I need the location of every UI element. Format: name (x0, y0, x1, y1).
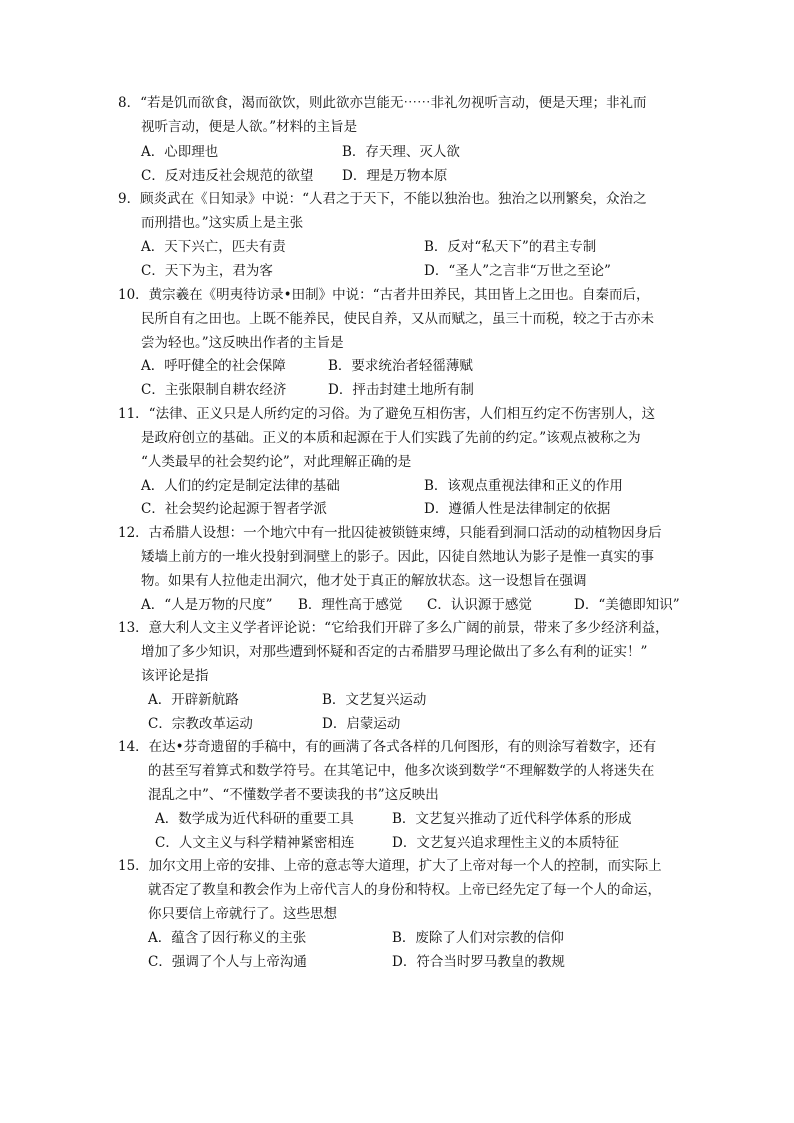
question-14-stem-line-3: 混乱之中”、“不懂数学者不要读我的书”这反映出 (148, 787, 439, 803)
question-11-stem-line-1: 11．“法律、正义只是人所约定的习俗。为了避免互相伤害，人们相互约定不伤害别人，这 (118, 406, 656, 422)
question-14-option-c: C．人文主义与科学精神紧密相连 (155, 835, 355, 851)
question-11-option-c: C．社会契约论起源于智者学派 (141, 501, 327, 517)
question-13-option-d: D．启蒙运动 (322, 716, 401, 732)
question-14-option-b: B．文艺复兴推动了近代科学体系的形成 (392, 811, 632, 827)
question-9-option-c: C．天下为主，君为客 (141, 263, 273, 279)
question-11-option-a: A．人们的约定是制定法律的基础 (141, 478, 340, 494)
question-13-stem-line-1: 13．意大利人文主义学者评论说：“它给我们开辟了多么广阔的前景，带来了多少经济利益， (118, 620, 669, 636)
question-10-stem-line-3: 尝为轻也。”这反映出作者的主旨是 (141, 335, 344, 351)
question-15-stem-line-3: 你只要信上帝就行了。这些思想 (148, 906, 337, 922)
question-13-option-c: C．宗教改革运动 (148, 716, 253, 732)
question-15-option-a: A．蕴含了因行称义的主张 (148, 930, 307, 946)
question-10-option-c: C．主张限制自耕农经济 (141, 382, 287, 398)
question-12-option-b: B．理性高于感觉 (298, 597, 403, 613)
question-12-stem-line-3: 物。如果有人拉他走出洞穴，他才处于真正的解放状态。这一设想旨在强调 (141, 573, 587, 589)
question-10-stem-line-2: 民所自有之田也。上既不能养民，使民自养，又从而赋之，虽三十而税，较之于古亦未 (141, 311, 654, 327)
question-15-stem-line-1: 15．加尔文用上帝的安排、上帝的意志等大道理，扩大了上帝对每一个人的控制，而实际上 (118, 858, 662, 874)
question-14-option-a: A．数学成为近代科研的重要工具 (155, 811, 354, 827)
question-11-stem-line-2: 是政府创立的基础。正义的本质和起源在于人们实践了先前的约定。”该观点被称之为 (141, 430, 641, 446)
question-9-stem-line-1: 9．顾炎武在《日知录》中说：“人君之于天下，不能以独治也。独治之以刑繁矣，众治之 (118, 191, 647, 207)
question-12-option-d: D．“美德即知识” (574, 597, 680, 613)
question-15-option-d: D．符合当时罗马教皇的教规 (392, 954, 565, 970)
question-10-option-d: D．抨击封建土地所有制 (328, 382, 474, 398)
question-11-stem-line-3: “人类最早的社会契约论”，对此理解正确的是 (141, 454, 412, 470)
question-13-option-a: A．开辟新航路 (148, 692, 239, 708)
question-15-option-b: B．废除了人们对宗教的信仰 (392, 930, 564, 946)
question-10-stem-line-1: 10．黄宗羲在《明夷待访录•田制》中说：“古者井田养民，其田皆上之田也。自秦而后， (118, 287, 650, 303)
question-10-option-a: A．呼吁健全的社会保障 (141, 358, 286, 374)
question-15-stem-line-2: 就否定了教皇和教会作为上帝代言人的身份和特权。上帝已经先定了每一个人的命运， (148, 882, 661, 898)
question-9-option-a: A．天下兴亡，匹夫有责 (141, 239, 286, 255)
question-9-stem-line-2: 而刑措也。”这实质上是主张 (141, 215, 304, 231)
question-8-option-a: A．心即理也 (141, 144, 219, 160)
question-8-stem-line-1: 8．“若是饥而欲食，渴而欲饮，则此欲亦岂能无⋯⋯非礼勿视听言动，便是天理；非礼而 (118, 95, 647, 111)
question-13-stem-line-2: 增加了多少知识，对那些遭到怀疑和否定的古希腊罗马理论做出了多么有利的证实！” (141, 644, 648, 660)
question-13-stem-line-3: 该评论是指 (141, 668, 209, 684)
question-8-stem-line-2: 视听言动，便是人欲。”材料的主旨是 (141, 119, 358, 135)
question-14-stem-line-1: 14．在达•芬奇遗留的手稿中，有的画满了各式各样的几何图形，有的则涂写着数字，还有 (118, 739, 657, 755)
question-8-option-c: C．反对违反社会规范的欲望 (141, 168, 314, 184)
question-12-stem-line-1: 12．古希腊人设想：一个地穴中有一批囚徒被锁链束缚，只能看到洞口活动的动植物因身后 (118, 525, 662, 541)
question-9-option-b: B．反对“私天下”的君主专制 (424, 239, 597, 255)
question-14-option-d: D．文艺复兴追求理性主义的本质特征 (392, 835, 619, 851)
question-10-option-b: B．要求统治者轻徭薄赋 (328, 358, 473, 374)
question-15-option-c: C．强调了个人与上帝沟通 (148, 954, 307, 970)
question-12-option-c: C．认识源于感觉 (427, 597, 532, 613)
question-11-option-d: D．遵循人性是法律制定的依据 (424, 501, 611, 517)
question-11-option-b: B．该观点重视法律和正义的作用 (424, 478, 623, 494)
question-12-option-a: A．“人是万物的尺度” (141, 597, 273, 613)
question-12-stem-line-2: 矮墙上前方的一堆火投射到洞壁上的影子。因此，囚徒自然地认为影子是惟一真实的事 (141, 549, 654, 565)
question-14-stem-line-2: 的甚至写着算式和数学符号。在其笔记中，他多次谈到数学“不理解数学的人将迷失在 (148, 763, 655, 779)
question-8-option-b: B．存天理、灭人欲 (342, 144, 460, 160)
question-9-option-d: D．“圣人”之言非“万世之至论” (424, 263, 611, 279)
question-13-option-b: B．文艺复兴运动 (322, 692, 427, 708)
question-8-option-d: D．理是万物本原 (342, 168, 448, 184)
